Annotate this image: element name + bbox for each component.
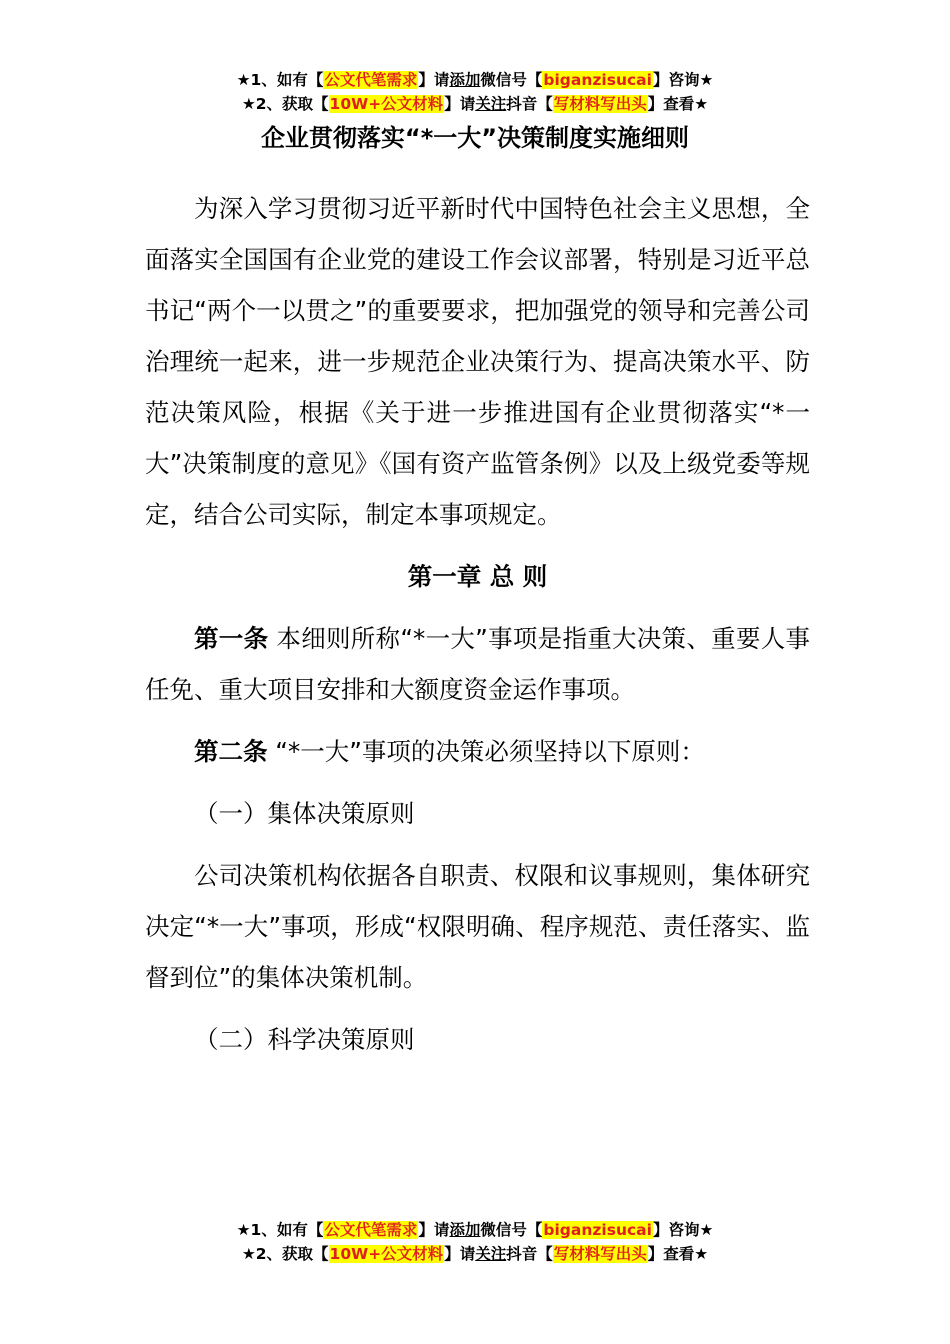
item-2-title: （二）科学决策原则 xyxy=(194,1025,415,1054)
footer-banner xyxy=(0,1218,950,1266)
banner-text: 】咨询★ xyxy=(652,1221,714,1239)
article-text: 本细则所称“*一大”事项是指重大决策、重要人事任免、重大项目安排和大额度资金运作事项。 xyxy=(145,624,811,704)
article-label: 第二条 xyxy=(194,737,268,766)
banner-line-1 xyxy=(0,1218,950,1242)
banner-text: 】查看★ xyxy=(647,95,709,113)
article-label: 第一条 xyxy=(194,624,269,653)
banner-underline: 关注 xyxy=(475,95,507,113)
document-title: 企业贯彻落实“*一大”决策制度实施细则 xyxy=(260,124,690,152)
banner-text: 】请 xyxy=(444,95,476,113)
banner-highlight: 公文代笔需求 xyxy=(324,71,418,89)
banner-text: ★1、如有【 xyxy=(236,1221,324,1239)
banner-text: 】请 xyxy=(418,1221,450,1239)
banner-text: 微信号【 xyxy=(480,1221,543,1239)
banner-underline: 添加 xyxy=(449,71,481,89)
intro-paragraph: 为深入学习贯彻习近平新时代中国特色社会主义思想，全面落实全国国有企业党的建设工作会议部署，特别是习近平总书记“两个一以贯之”的重要要求，把加强党的领导和完善公司治理统一起来，进一步规范企业决策行为、提高决策水平、防范决策风险，根据《关于进一步推进国有企业贯彻落实“*一大”决策制度的意见》《国有资产监管条例》以及上级党委等规定，结合公司实际，制定本事项规定。 xyxy=(145,194,810,529)
article-2 xyxy=(145,726,810,777)
banner-text: 】请 xyxy=(418,71,450,89)
banner-text: 抖音【 xyxy=(506,1245,553,1263)
banner-highlight: 公文代笔需求 xyxy=(324,1221,418,1239)
banner-text: 抖音【 xyxy=(506,95,553,113)
article-text: “*一大”事项的决策必须坚持以下原则： xyxy=(267,737,705,766)
banner-text: 】请 xyxy=(444,1245,476,1263)
banner-highlight: 10W+公文材料 xyxy=(329,95,444,113)
banner-text: ★1、如有【 xyxy=(236,71,324,89)
banner-text: ★2、获取【 xyxy=(241,95,329,113)
banner-text: 】查看★ xyxy=(647,1245,709,1263)
banner-line-1 xyxy=(0,68,950,92)
banner-line-2 xyxy=(0,1242,950,1266)
banner-highlight: biganzisucai xyxy=(543,71,652,89)
banner-highlight: 10W+公文材料 xyxy=(329,1245,444,1263)
banner-text: 微信号【 xyxy=(480,71,543,89)
document-body xyxy=(145,183,810,1065)
banner-highlight: 写材料写出头 xyxy=(553,95,647,113)
chapter-heading: 第一章 总 则 xyxy=(407,562,548,591)
article-1 xyxy=(145,613,810,715)
banner-line-2 xyxy=(0,92,950,116)
banner-highlight: biganzisucai xyxy=(543,1221,652,1239)
banner-text: 】咨询★ xyxy=(652,71,714,89)
banner-underline: 关注 xyxy=(475,1245,507,1263)
banner-highlight: 写材料写出头 xyxy=(553,1245,647,1263)
item-1-text: 公司决策机构依据各自职责、权限和议事规则，集体研究决定“*一大”事项，形成“权限明确、程序规范、责任落实、监督到位”的集体决策机制。 xyxy=(145,861,810,992)
header-banner xyxy=(0,68,950,116)
item-1-title: （一）集体决策原则 xyxy=(194,799,415,828)
banner-underline: 添加 xyxy=(449,1221,481,1239)
banner-text: ★2、获取【 xyxy=(241,1245,329,1263)
